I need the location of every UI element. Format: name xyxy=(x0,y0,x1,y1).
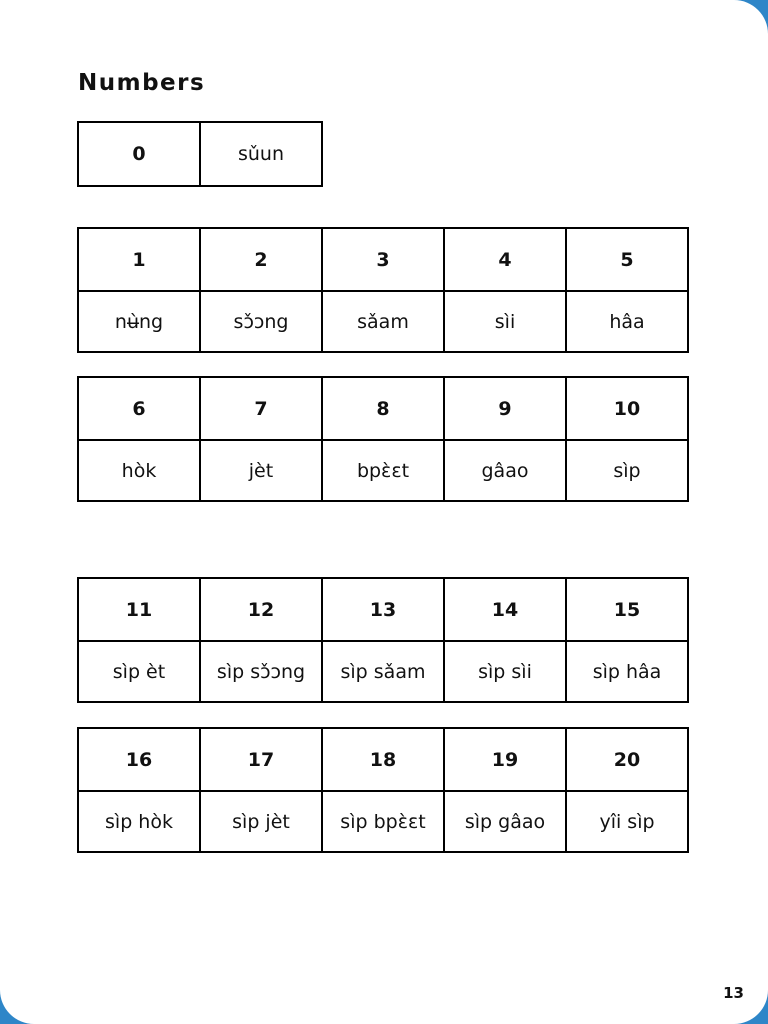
numbers-table-16-20 xyxy=(77,727,689,853)
word-cell: hâa xyxy=(566,291,688,352)
numbers-table-11-15 xyxy=(77,577,689,703)
word-cell: sɔ̌ɔng xyxy=(200,291,322,352)
word-cell: jèt xyxy=(200,440,322,501)
numeral-cell: 19 xyxy=(444,728,566,791)
word-cell: sìp hâa xyxy=(566,641,688,702)
word-row xyxy=(78,641,688,702)
numbers-table-1-5 xyxy=(77,227,689,353)
numeral-row xyxy=(78,578,688,641)
word-row xyxy=(78,291,688,352)
word-cell: sìp hòk xyxy=(78,791,200,852)
numeral-cell: 18 xyxy=(322,728,444,791)
numbers-table-6-10 xyxy=(77,376,689,502)
numeral-cell: 16 xyxy=(78,728,200,791)
word-cell: sǎam xyxy=(322,291,444,352)
page-number: 13 xyxy=(723,984,744,1002)
word-row xyxy=(78,791,688,852)
numeral-cell: 20 xyxy=(566,728,688,791)
numeral-cell: 8 xyxy=(322,377,444,440)
word-cell: sìp xyxy=(566,440,688,501)
word-cell: sìp bpɛ̀ɛt xyxy=(322,791,444,852)
word-row xyxy=(78,440,688,501)
numeral-cell: 6 xyxy=(78,377,200,440)
zero-table xyxy=(77,121,323,187)
numeral-row xyxy=(78,377,688,440)
page-title: Numbers xyxy=(78,70,206,96)
word-cell: sìp èt xyxy=(78,641,200,702)
numeral-cell: 4 xyxy=(444,228,566,291)
numeral-cell: 2 xyxy=(200,228,322,291)
numeral-cell: 9 xyxy=(444,377,566,440)
numeral-cell: 1 xyxy=(78,228,200,291)
word-cell: hòk xyxy=(78,440,200,501)
numeral-cell: 10 xyxy=(566,377,688,440)
numeral-cell: 13 xyxy=(322,578,444,641)
word-cell: sìp gâao xyxy=(444,791,566,852)
word-cell: bpɛ̀ɛt xyxy=(322,440,444,501)
numeral-row xyxy=(78,228,688,291)
numeral-cell: 3 xyxy=(322,228,444,291)
word-cell: sìi xyxy=(444,291,566,352)
numeral-cell: 0 xyxy=(78,122,200,186)
numeral-cell: 11 xyxy=(78,578,200,641)
word-cell: yîi sìp xyxy=(566,791,688,852)
numeral-cell: 14 xyxy=(444,578,566,641)
word-cell: sìp sɔ̌ɔng xyxy=(200,641,322,702)
numeral-cell: 15 xyxy=(566,578,688,641)
numeral-cell: 5 xyxy=(566,228,688,291)
zero-row xyxy=(78,122,322,186)
word-cell: sìp jèt xyxy=(200,791,322,852)
word-cell: sìp sǎam xyxy=(322,641,444,702)
numeral-cell: 12 xyxy=(200,578,322,641)
word-cell: sǔun xyxy=(200,122,322,186)
word-cell: nʉ̀ng xyxy=(78,291,200,352)
numeral-row xyxy=(78,728,688,791)
word-cell: sìp sìi xyxy=(444,641,566,702)
word-cell: gâao xyxy=(444,440,566,501)
numeral-cell: 17 xyxy=(200,728,322,791)
numeral-cell: 7 xyxy=(200,377,322,440)
